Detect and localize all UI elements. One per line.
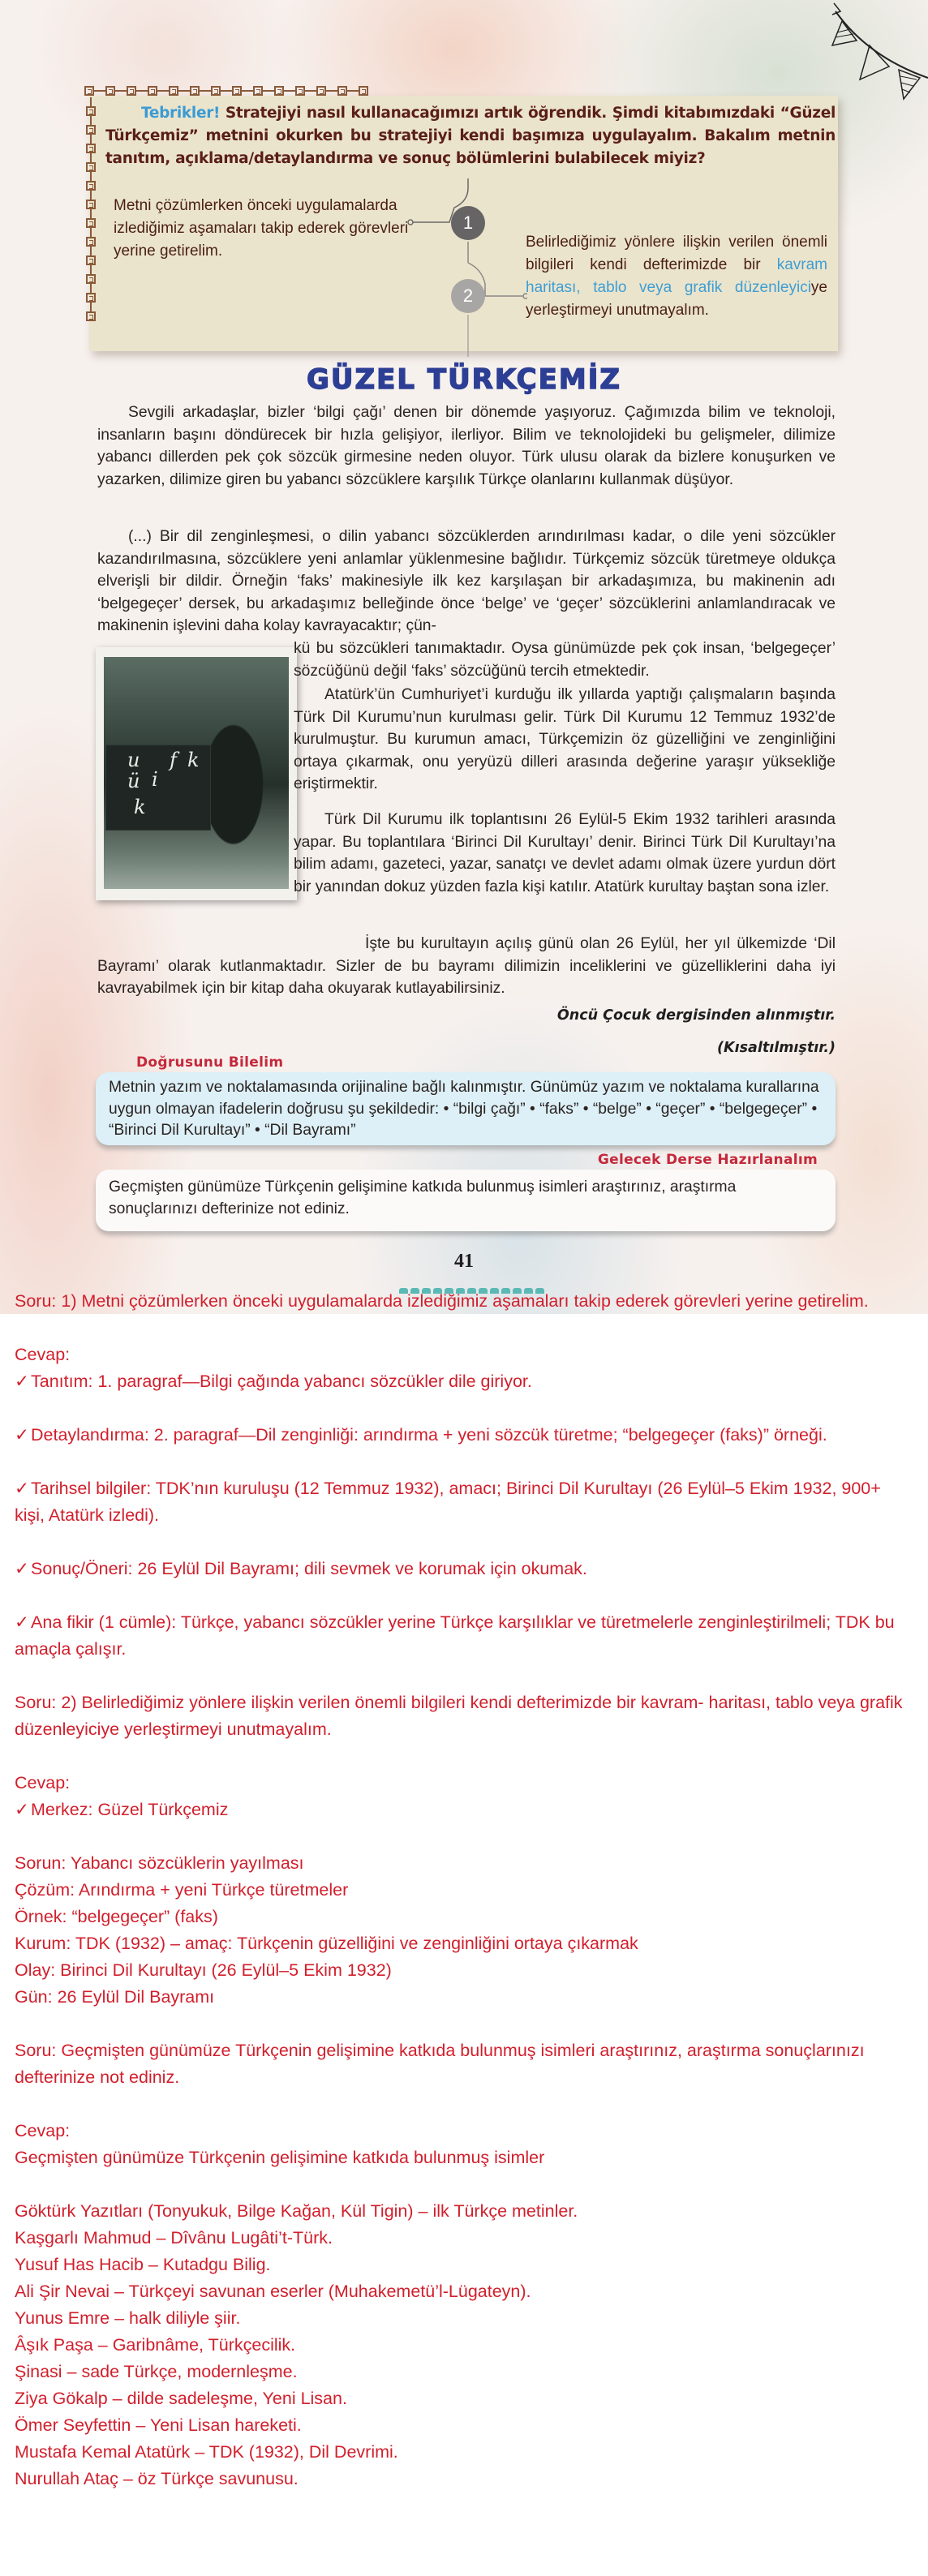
dogrusunu-bilelim-box: Metnin yazım ve noktalamasında orijinaline bağlı kalınmıştır. Günümüz yazım ve noktalama kurallarına uygun olmayan ifadelerin doğrusu şu şekildedir: • “bilgi çağı” • “faks” • “belge” • “geçer” • “belgegeçer” • “Birinci Dil Kurultayı” • “Dil Bayramı”: [96, 1072, 836, 1145]
check-icon: ✓: [15, 1612, 30, 1632]
concept-item: Sorun: Yabancı sözcüklerin yayılması: [15, 1853, 304, 1873]
contributor-item: Mustafa Kemal Atatürk – TDK (1932), Dil Devrimi.: [15, 2442, 398, 2462]
paragraph-3: Atatürk’ün Cumhuriyet’i kurduğu ilk yıllarda yaptığı çalışmaların başında Türk Dil Kurumu’nun kurulması gelir. Türk Dil Kurumu 12 Temmuz 1932’de kurulmuştur. Bu kurumun amacı, Türkçemizin öz güzelliğini ve zenginliğini ortaya çıkarmak, onu yeryüzü dilleri arasında değerine yaraşır yüksekliğe eriştirmektir.: [294, 686, 836, 793]
step-2-text-before: Belirlediğimiz yönlere ilişkin verilen önemli bilgileri kendi defterimizde bir: [526, 234, 827, 273]
answers-section: [0, 1288, 928, 2492]
check-icon: ✓: [15, 1479, 30, 1498]
step-2-badge: 2: [451, 279, 485, 313]
answer-label: Cevap:: [15, 2121, 71, 2140]
concept-center: [15, 1797, 913, 1823]
answer-text: Sonuç/Öneri: 26 Eylül Dil Bayramı; dili sevmek ve korumak için okumak.: [31, 1559, 587, 1578]
dogrusunu-bilelim-label: Doğrusunu Bilelim: [136, 1054, 284, 1071]
check-icon: ✓: [15, 1559, 30, 1578]
board-letter: k: [134, 796, 146, 818]
board-letter: i: [152, 768, 158, 791]
source-citation: [557, 999, 836, 1064]
contributor-item: Yusuf Has Hacib – Kutadgu Bilig.: [15, 2255, 271, 2274]
answer-heading: Geçmişten günümüze Türkçenin gelişimine katkıda bulunmuş isimler: [15, 2148, 545, 2167]
paragraph-2-text: (...) Bir dil zenginleşmesi, o dilin yabancı sözcüklerden arındırılması kadar, o dile yeni sözcükler kazandırılmasına, sözcüklere yeni anlamlar yüklenmesine bağlıdır. Türkçemiz sözcük türetmeye oldukça elverişli bir dildir. Örneğin ‘faks’ makinesiyle ilk kez karşılaşan bir arkadaşımıza, bu makinenin adı ‘belgegeçer’ dersek, bu arkadaşımız belleğinde önce ‘belge’ ve ‘geçer’ sözcüklerini anlamlandıracak ve makinenin işlevini daha kolay kavrayacaktır; çün-: [97, 528, 836, 635]
step-2-text: [526, 231, 827, 322]
contributor-item: Şinasi – sade Türkçe, modernleşme.: [15, 2362, 298, 2381]
answer-item: [15, 1556, 913, 1582]
step-1-badge: 1: [451, 206, 485, 240]
gelecek-derse-label: Gelecek Derse Hazırlanalım: [597, 1152, 818, 1168]
page-title: GÜZEL TÜRKÇEMİZ: [306, 363, 621, 396]
abridged-note: (Kısaltılmıştır.): [717, 1040, 836, 1056]
step-2-text-after: ye yerleştirmeyi unutmayalım.: [526, 279, 827, 319]
paragraph-1-text: Sevgili arkadaşlar, bizler ‘bilgi çağı’ denen bir dönemde yaşıyoruz. Çağımızda bilim ve teknoloji, insanların başını döndürecek bir hızla gelişiyor, ilerliyor. Bilim ve teknolojideki bu gelişmeler, dilimize yabancı dillerden pek çok sözcük girmesine neden oluyor. Türk ulusu olarak da bizlere konuşurken ve yazarken, dilimize giren bu yabancı sözcüklere karşılık Türkçe olanlarını kullanmak düşüyor.: [97, 404, 836, 488]
question-3: Soru: Geçmişten günümüze Türkçenin gelişimine katkıda bulunmuş isimleri araştırınız, araştırma sonuçlarınızı defterinize not ediniz.: [15, 2041, 865, 2087]
paragraph-1: [97, 401, 836, 499]
intro-body: Stratejiyi nasıl kullanacağımızı artık öğrendik. Şimdi kitabımızdaki “Güzel Türkçemiz” metnini okurken bu stratejiyi kendi başımıza uygulayalım. Bakalım metnin tanıtım, açıklama/detaylandırma ve sonuç bölümlerini bulabilecek miyiz?: [105, 105, 836, 167]
board-letter: f: [170, 749, 177, 771]
question-2: Soru: 2) Belirlediğimiz yönlere ilişkin verilen önemli bilgileri kendi defterimizde bir kavram- haritası, tablo veya grafik düzenleyiciye yerleştirmeyi unutmayalım.: [15, 1693, 903, 1739]
contributor-item: Ali Şir Nevai – Türkçeyi savunan eserler (Muhakemetü’l-Lügateyn).: [15, 2282, 531, 2301]
answer-text: Ana fikir (1 cümle): Türkçe, yabancı sözcükler yerine Türkçe karşılıklar ve türetmelerle zenginleştirilmeli; TDK bu amaçla çalışır.: [15, 1612, 895, 1659]
contributor-item: Ömer Seyfettin – Yeni Lisan hareketi.: [15, 2415, 302, 2435]
concept-item: Çözüm: Arındırma + yeni Türkçe türetmeler: [15, 1880, 349, 1900]
answer-text: Merkez: Güzel Türkçemiz: [31, 1800, 229, 1819]
contributor-item: Kaşgarlı Mahmud – Dîvânu Lugâti’t-Türk.: [15, 2228, 333, 2248]
intro-accent: Tebrikler!: [141, 105, 221, 122]
answer-label: Cevap:: [15, 1345, 71, 1364]
concept-item: Gün: 26 Eylül Dil Bayramı: [15, 1987, 215, 2007]
concept-item: Örnek: “belgegeçer” (faks): [15, 1907, 218, 1926]
gelecek-derse-box: Geçmişten günümüze Türkçenin gelişimine katkıda bulunmuş isimleri araştırınız, araştırma sonuçlarınızı defterinize not ediniz.: [96, 1170, 836, 1231]
answer-text: Tanıtım: 1. paragraf—Bilgi çağında yabancı sözcükler dile giriyor.: [31, 1372, 532, 1391]
check-icon: ✓: [15, 1372, 30, 1391]
blackboard: [105, 745, 211, 831]
meander-border-left: [84, 97, 97, 357]
bunting-decoration-icon: [819, 0, 928, 105]
answer-item: [15, 1609, 913, 1663]
ataturk-photo: [96, 647, 297, 900]
answer-text: Detaylandırma: 2. paragraf—Dil zenginliği: arındırma + yeni sözcük türetme; “belgegeçer (faks)” örneği.: [31, 1425, 827, 1445]
concept-item: Olay: Birinci Dil Kurultayı (26 Eylül–5 Ekim 1932): [15, 1960, 392, 1980]
contributor-item: Âşık Paşa – Garibnâme, Türkçecilik.: [15, 2335, 296, 2355]
contributor-item: Yunus Emre – halk diliyle şiir.: [15, 2308, 241, 2328]
paragraph-4: Türk Dil Kurumu ilk toplantısını 26 Eylül-5 Ekim 1932 tarihleri arasında yapar. Bu toplantılara ‘Birinci Dil Kurultayı’ denir. Birinci Türk Dil Kurultayı’na bilim adamı, gazeteci, yazar, sanatçı ve devlet adamı olmak üzere yurdun dört bir yanından dokuz yüzden fazla kişi katılır. Atatürk kurultay baştan sona izler.: [294, 811, 836, 895]
contributor-item: Göktürk Yazıtları (Tonyukuk, Bilge Kağan, Kül Tigin) – ilk Türkçe metinler.: [15, 2201, 578, 2221]
answer-item: [15, 1475, 913, 1529]
check-icon: ✓: [15, 1800, 30, 1819]
board-letter: k: [187, 749, 200, 771]
step-1-text: Metni çözümlerken önceki uygulamalarda izlediğimiz aşamaları takip ederek görevleri yerine getirelim.: [114, 197, 409, 260]
step-2-text-accent: kavram haritası, tablo veya grafik düzenleyici: [526, 256, 827, 296]
contributor-item: Nurullah Ataç – öz Türkçe savunusu.: [15, 2469, 299, 2488]
answer-item: [15, 1422, 913, 1449]
source-line: Öncü Çocuk dergisinden alınmıştır.: [556, 1007, 836, 1024]
contributor-item: Ziya Gökalp – dilde sadeleşme, Yeni Lisan.: [15, 2389, 347, 2408]
photo-image: [104, 657, 289, 889]
check-icon: ✓: [15, 1425, 30, 1445]
concept-item: Kurum: TDK (1932) – amaç: Türkçenin güzelliğini ve zenginliğini ortaya çıkarmak: [15, 1934, 638, 1953]
answer-text: Tarihsel bilgiler: TDK’nın kuruluşu (12 Temmuz 1932), amacı; Birinci Dil Kurultayı (26 Eylül–5 Ekim 1932, 900+ kişi, Atatürk izledi).: [15, 1479, 881, 1525]
paragraph-2: [97, 526, 836, 646]
board-letter: ü: [127, 770, 140, 792]
answer-label: Cevap:: [15, 1773, 71, 1792]
paragraph-2-continued: kü bu sözcükleri tanımaktadır. Oysa günümüzde pek çok insan, ‘belgegeçer’ sözcüğünü değil ‘faks’ sözcüğünü tercih etmektedir.: [294, 640, 836, 680]
paragraph-5: [97, 933, 836, 1000]
paragraph-5-text: İşte bu kurultayın açılış günü olan 26 Eylül, her yıl ülkemizde ‘Dil Bayramı’ olarak kutlanmaktadır. Sizler de bu bayramı dilimizin inceliklerini ve güzelliklerini daha iyi kavrayabilmek için bir kitap daha okuyarak kutlayabilirsiniz.: [97, 935, 836, 998]
page-number: 41: [454, 1251, 474, 1272]
strategy-intro: [105, 102, 836, 170]
question-1: Soru: 1) Metni çözümlerken önceki uygulamalarda izlediğimiz aşamaları takip ederek görevleri yerine getirelim.: [15, 1291, 869, 1311]
board-letter: u: [127, 749, 140, 771]
answer-item: [15, 1368, 913, 1395]
